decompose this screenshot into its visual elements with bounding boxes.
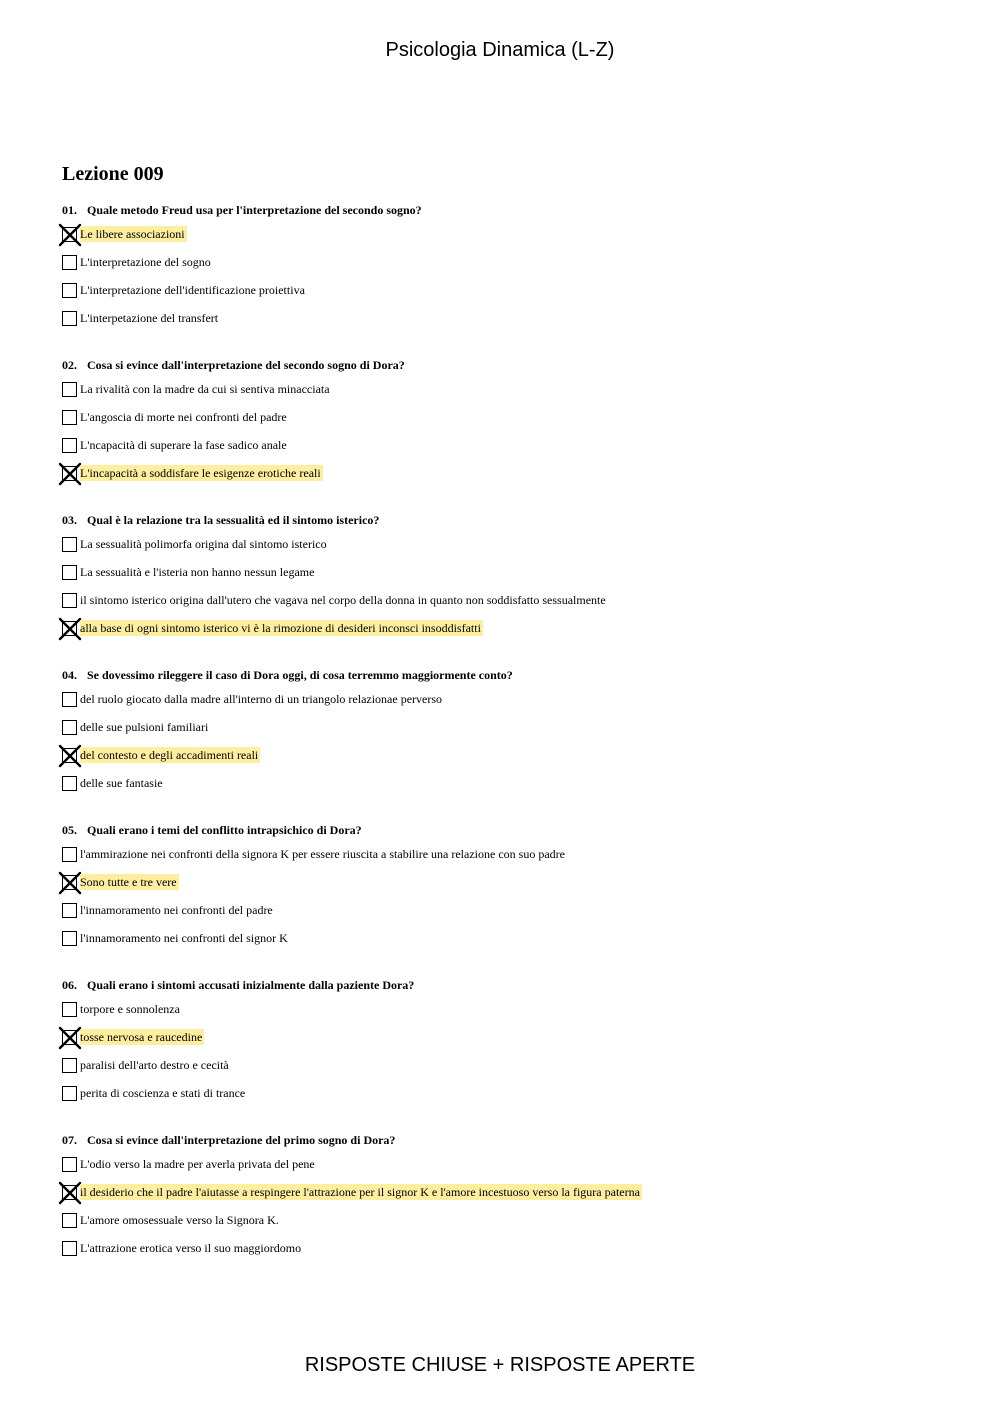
checkbox[interactable] — [62, 692, 77, 707]
answer-option[interactable] — [62, 931, 962, 959]
answer-option-correct[interactable] — [62, 227, 962, 255]
option-label: L'ncapacità di superare la fase sadico anale — [80, 438, 287, 452]
question-text — [62, 202, 962, 218]
page-footer: RISPOSTE CHIUSE + RISPOSTE APERTE — [304, 1354, 696, 1376]
answer-option[interactable] — [62, 283, 962, 311]
question-label: Cosa si evince dall'interpretazione del secondo sogno di Dora? — [87, 358, 405, 372]
answer-option[interactable] — [62, 776, 962, 804]
answer-option[interactable] — [62, 565, 962, 593]
question-label: Se dovessimo rileggere il caso di Dora oggi, di cosa terremmo maggiormente conto? — [87, 668, 513, 682]
option-label: alla base di ogni sintomo isterico vi è la rimozione di desideri inconsci insoddisfatti — [80, 621, 481, 635]
option-label: il desiderio che il padre l'aiutasse a respingere l'attrazione per il signor K e l'amore incestuoso verso la figura paterna — [80, 1185, 640, 1199]
option-label: l'innamoramento nei confronti del padre — [80, 903, 273, 917]
answer-option-correct[interactable] — [62, 466, 962, 494]
answer-option-correct[interactable] — [62, 748, 962, 776]
question-number: 05. — [62, 823, 77, 837]
checkbox[interactable] — [62, 227, 77, 242]
option-label: torpore e sonnolenza — [80, 1002, 180, 1016]
answer-option[interactable] — [62, 903, 962, 931]
answer-option[interactable] — [62, 255, 962, 283]
question-number: 04. — [62, 668, 77, 682]
question-block — [62, 977, 962, 1114]
checkbox[interactable] — [62, 537, 77, 552]
option-label: l'ammirazione nei confronti della signora K per essere riuscita a stabilire una relazione con suo padre — [80, 847, 565, 861]
lesson-title: Lezione 009 — [62, 163, 164, 185]
option-label: l'innamoramento nei confronti del signor K — [80, 931, 288, 945]
question-number: 07. — [62, 1133, 77, 1147]
question-text — [62, 357, 962, 373]
question-block — [62, 357, 962, 494]
checkbox[interactable] — [62, 903, 77, 918]
page-header: Psicologia Dinamica (L-Z) — [385, 39, 615, 61]
question-label: Cosa si evince dall'interpretazione del primo sogno di Dora? — [87, 1133, 396, 1147]
cross-mark-icon — [58, 223, 82, 247]
answer-option[interactable] — [62, 1002, 962, 1030]
answer-option[interactable] — [62, 720, 962, 748]
option-label: paralisi dell'arto destro e cecità — [80, 1058, 229, 1072]
question-block — [62, 1132, 962, 1269]
option-label: tosse nervosa e raucedine — [80, 1030, 203, 1044]
cross-mark-icon — [58, 744, 82, 768]
option-label: La rivalità con la madre da cui si sentiva minacciata — [80, 382, 330, 396]
checkbox[interactable] — [62, 720, 77, 735]
checkbox[interactable] — [62, 1185, 77, 1200]
question-text — [62, 512, 962, 528]
answer-option-correct[interactable] — [62, 875, 962, 903]
checkbox[interactable] — [62, 776, 77, 791]
answer-option[interactable] — [62, 537, 962, 565]
checkbox[interactable] — [62, 1241, 77, 1256]
answer-option[interactable] — [62, 1213, 962, 1241]
answer-option[interactable] — [62, 311, 962, 339]
option-label: Sono tutte e tre vere — [80, 875, 177, 889]
option-label: perita di coscienza e stati di trance — [80, 1086, 246, 1100]
option-label: La sessualità polimorfa origina dal sintomo isterico — [80, 537, 327, 551]
answer-option[interactable] — [62, 1157, 962, 1185]
checkbox[interactable] — [62, 565, 77, 580]
cross-mark-icon — [58, 462, 82, 486]
option-label: L'interpetazione del transfert — [80, 311, 219, 325]
question-number: 02. — [62, 358, 77, 372]
question-label: Quale metodo Freud usa per l'interpretazione del secondo sogno? — [87, 203, 422, 217]
checkbox[interactable] — [62, 255, 77, 270]
question-text — [62, 1132, 962, 1148]
checkbox[interactable] — [62, 283, 77, 298]
option-label: La sessualità e l'isteria non hanno nessun legame — [80, 565, 315, 579]
quiz-content — [62, 160, 962, 1287]
checkbox[interactable] — [62, 875, 77, 890]
question-number: 03. — [62, 513, 77, 527]
question-block — [62, 667, 962, 804]
option-label: L'odio verso la madre per averla privata del pene — [80, 1157, 315, 1171]
checkbox[interactable] — [62, 1086, 77, 1101]
question-block — [62, 822, 962, 959]
option-label: delle sue pulsioni familiari — [80, 720, 209, 734]
checkbox[interactable] — [62, 1157, 77, 1172]
option-label: L'incapacità a soddisfare le esigenze erotiche reali — [80, 466, 321, 480]
question-block — [62, 202, 962, 339]
checkbox[interactable] — [62, 311, 77, 326]
answer-option[interactable] — [62, 1241, 962, 1269]
question-number: 01. — [62, 203, 77, 217]
checkbox[interactable] — [62, 1030, 77, 1045]
question-text — [62, 977, 962, 993]
answer-option[interactable] — [62, 847, 962, 875]
cross-mark-icon — [58, 871, 82, 895]
checkbox[interactable] — [62, 410, 77, 425]
answer-option-correct[interactable] — [62, 1030, 962, 1058]
option-label: delle sue fantasie — [80, 776, 163, 790]
checkbox[interactable] — [62, 593, 77, 608]
option-label: L'interpretazione del sogno — [80, 255, 211, 269]
option-label: L'angoscia di morte nei confronti del padre — [80, 410, 287, 424]
checkbox[interactable] — [62, 931, 77, 946]
answer-option[interactable] — [62, 1058, 962, 1086]
question-label: Quali erano i sintomi accusati inizialmente dalla paziente Dora? — [87, 978, 415, 992]
question-text — [62, 667, 962, 683]
option-label: del ruolo giocato dalla madre all'interno di un triangolo relazionae perverso — [80, 692, 443, 706]
option-label: L'interpretazione dell'identificazione proiettiva — [80, 283, 305, 297]
option-label: L'amore omosessuale verso la Signora K. — [80, 1213, 279, 1227]
checkbox[interactable] — [62, 382, 77, 397]
checkbox[interactable] — [62, 466, 77, 481]
answer-option[interactable] — [62, 382, 962, 410]
checkbox[interactable] — [62, 1213, 77, 1228]
answer-option[interactable] — [62, 692, 962, 720]
option-label: del contesto e degli accadimenti reali — [80, 748, 259, 762]
question-text — [62, 822, 962, 838]
option-label: L'attrazione erotica verso il suo maggiordomo — [80, 1241, 302, 1255]
answer-option[interactable] — [62, 438, 962, 466]
option-label: il sintomo isterico origina dall'utero che vagava nel corpo della donna in quanto non soddisfatto sessualmente — [80, 593, 606, 607]
answer-option[interactable] — [62, 593, 962, 621]
cross-mark-icon — [58, 1026, 82, 1050]
answer-option-correct[interactable] — [62, 1185, 962, 1213]
checkbox[interactable] — [62, 748, 77, 763]
answer-option-correct[interactable] — [62, 621, 962, 649]
checkbox[interactable] — [62, 1058, 77, 1073]
checkbox[interactable] — [62, 1002, 77, 1017]
question-list — [62, 202, 962, 1269]
question-number: 06. — [62, 978, 77, 992]
cross-mark-icon — [58, 617, 82, 641]
answer-option[interactable] — [62, 410, 962, 438]
checkbox[interactable] — [62, 847, 77, 862]
question-block — [62, 512, 962, 649]
cross-mark-icon — [58, 1181, 82, 1205]
question-label: Quali erano i temi del conflitto intrapsichico di Dora? — [87, 823, 362, 837]
option-label: Le libere associazioni — [80, 227, 185, 241]
checkbox[interactable] — [62, 621, 77, 636]
checkbox[interactable] — [62, 438, 77, 453]
question-label: Qual è la relazione tra la sessualità ed il sintomo isterico? — [87, 513, 380, 527]
answer-option[interactable] — [62, 1086, 962, 1114]
